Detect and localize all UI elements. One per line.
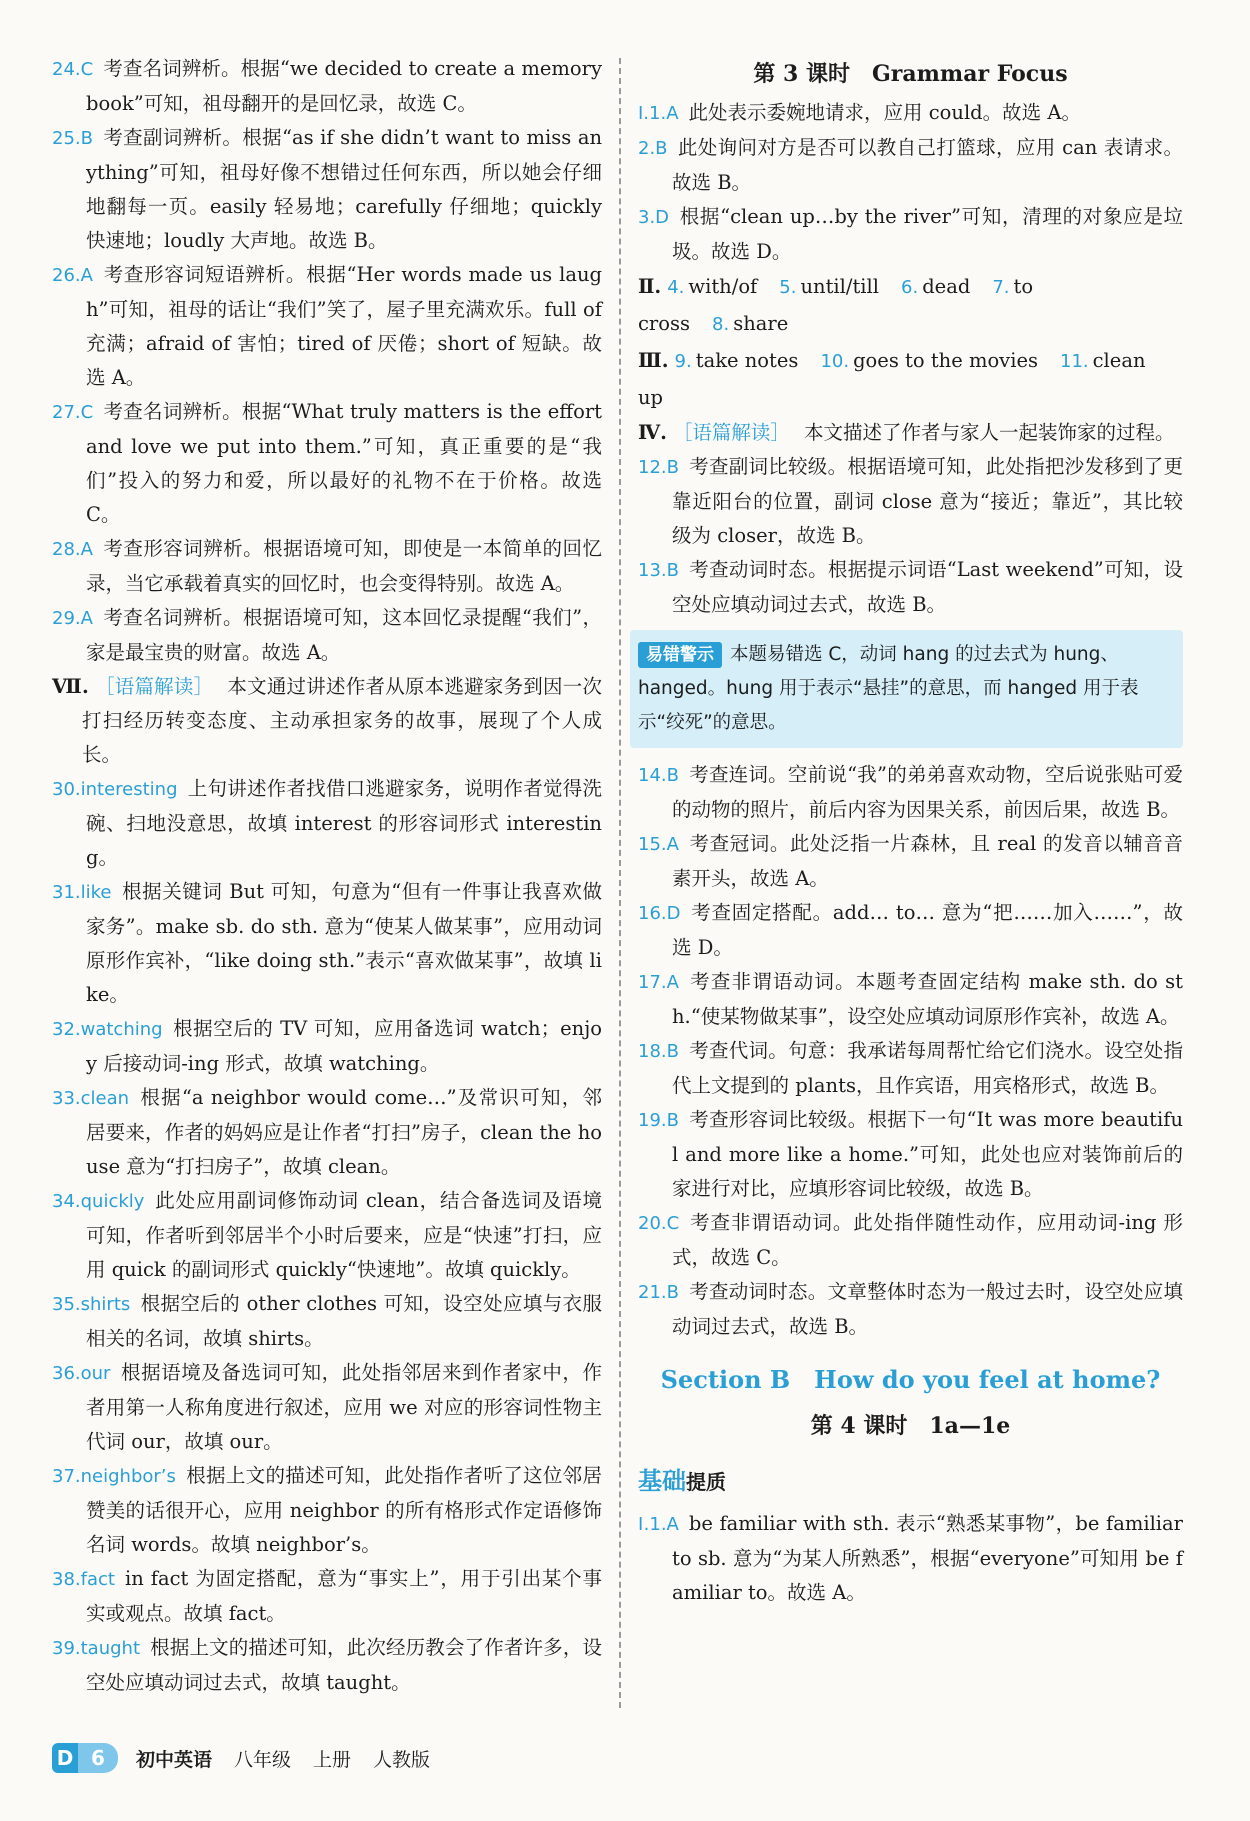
answer-explanation: 考查动词时态。文章整体时态为一般过去时，设空处应填动词过去式，故选 B。: [672, 1280, 1183, 1338]
answer-explanation: 考查副词辨析。根据“as if she didn’t want to miss anything”可知，祖母好像不想错过任何东西，所以她会仔细地翻每一页。easily 轻易地；carefully 仔细地；quickly 快速地；loudly 大声地。故选 B。: [86, 126, 602, 252]
answer-item: [638, 1507, 1183, 1610]
answer-explanation: 考查动词时态。根据提示词语“Last weekend”可知，设空处应填动词过去式，故选 B。: [672, 558, 1183, 616]
answer-explanation: 根据上文的描述可知，此处指作者听了这位邻居赞美的话很开心，应用 neighbor 的所有格形式作定语修饰名词 words。故填 neighbor’s。: [86, 1464, 602, 1556]
answer-item: [638, 1103, 1183, 1206]
footer-subject: 初中英语: [136, 1748, 213, 1771]
answer-word: clean up: [638, 349, 1146, 409]
answer-number: 7.: [992, 277, 1010, 298]
answer-number: 21.B: [638, 1282, 679, 1303]
answer-item: [638, 96, 1183, 131]
heading-main: 基础: [638, 1466, 686, 1495]
answer-item: [52, 532, 602, 601]
answer-explanation: 此处表示委婉地请求，应用 could。故选 A。: [688, 101, 1081, 124]
answer-item: [638, 200, 1183, 269]
answer-item: [638, 1034, 1183, 1103]
answer-explanation: 考查名词辨析。根据“we decided to create a memory book”可知，祖母翻开的是回忆录，故选 C。: [86, 57, 602, 115]
answer-number: 17.A: [638, 972, 679, 993]
answer-explanation: 考查冠词。此处泛指一片森林，且 real 的发音以辅音音素开头，故选 A。: [672, 832, 1183, 890]
answer-explanation: 此处询问对方是否可以教自己打篮球，应用 can 表请求。故选 B。: [672, 136, 1183, 194]
warning-text: 本题易错选 C，动词 hang 的过去式为 hung、hanged。hung 用于表示“悬挂”的意思，而 hanged 用于表示“绞死”的意思。: [638, 644, 1139, 733]
section-b-title: Section B How do you feel at home?: [660, 1365, 1161, 1394]
answer-word: goes to the movies: [853, 349, 1038, 372]
footer-edition: 人教版: [373, 1748, 431, 1771]
answer-explanation: 考查非谓语动词。此处指伴随性动作，应用动词-ing 形式，故选 C。: [672, 1211, 1183, 1269]
answer-item: [52, 670, 602, 772]
answer-explanation: 根据“a neighbor would come…”及常识可知，邻居要来，作者的妈妈应是让作者“打扫”房子，clean the house 意为“打扫房子”，故填 clean。: [86, 1086, 602, 1178]
answer-item: [52, 1356, 602, 1459]
answer-item: [638, 1206, 1183, 1275]
answer-item: [52, 1184, 602, 1287]
section-number: Ⅱ.: [638, 275, 662, 298]
footer-volume: 上册: [313, 1748, 352, 1771]
answer-explanation: 根据语境及备选词可知，此处指邻居来到作者家中，作者用第一人称角度进行叙述，应用 we 对应的形容词性物主代词 our，故填 our。: [86, 1361, 602, 1453]
answer-explanation: 考查连词。空前说“我”的弟弟喜欢动物，空后说张贴可爱的动物的照片，前后内容为因果关系，前因后果，故选 B。: [672, 763, 1183, 821]
answer-explanation: 考查副词比较级。根据语境可知，此处指把沙发移到了更靠近阳台的位置，副词 close 意为“接近；靠近”，其比较级为 closer，故选 B。: [672, 455, 1183, 547]
answer-explanation: in fact 为固定搭配，意为“事实上”，用于引出某个事实或观点。故填 fact。: [86, 1567, 602, 1625]
answer-word: to cross: [638, 275, 1034, 335]
answer-item: [638, 450, 1183, 553]
answer-item: [52, 1081, 602, 1184]
answer-number: 9.: [674, 351, 692, 372]
answer-item: [638, 131, 1183, 200]
answer-item: [638, 1275, 1183, 1344]
answer-number: 32.watching: [52, 1019, 163, 1040]
footer-badge: D: [52, 1743, 78, 1773]
answer-number: 5.: [779, 277, 797, 298]
answer-number: 15.A: [638, 834, 679, 855]
answer-number: 36.our: [52, 1363, 111, 1384]
answer-number: 6.: [901, 277, 919, 298]
answer-row-3: [638, 343, 1183, 416]
passage-tag: ［语篇解读］: [94, 675, 214, 698]
answer-item: [52, 258, 602, 395]
answer-number: 2.B: [638, 138, 668, 159]
answer-number: 33.clean: [52, 1088, 130, 1109]
answer-explanation: 考查名词辨析。根据“What truly matters is the effort and love we put into them.”可知，真正重要的是“我们”投入的努力和爱，所以最好的礼物不在于价格。故选 C。: [86, 400, 602, 526]
section-number: Ⅳ.: [638, 421, 667, 444]
heading-sub: 提质: [686, 1470, 726, 1494]
lesson4-title: 第 4 课时 1a—1e: [810, 1413, 1011, 1439]
footer-grade: 八年级: [234, 1748, 292, 1771]
answer-item: [52, 601, 602, 670]
section-number: Ⅶ.: [52, 675, 89, 698]
answer-number: Ⅰ.1.A: [638, 1514, 679, 1535]
basic-improvement-heading: [638, 1456, 1183, 1507]
warning-badge: 易错警示: [638, 642, 722, 668]
answer-number: 16.D: [638, 903, 681, 924]
answer-explanation: 考查形容词辨析。根据语境可知，即使是一本简单的回忆录，当它承载着真实的回忆时，也会变得特别。故选 A。: [86, 537, 602, 595]
answer-item: [638, 758, 1183, 827]
answer-explanation: 考查名词辨析。根据语境可知，这本回忆录提醒“我们”，家是最宝贵的财富。故选 A。: [86, 606, 602, 664]
answer-number: 18.B: [638, 1041, 679, 1062]
answer-item: [52, 1012, 602, 1081]
answer-number: 35.shirts: [52, 1294, 131, 1315]
answer-item: [52, 1287, 602, 1356]
passage-summary-4: [638, 416, 1183, 450]
answer-number: 19.B: [638, 1110, 679, 1131]
answer-explanation: 根据上文的描述可知，此次经历教会了作者许多，设空处应填动词过去式，故填 taught。: [86, 1636, 602, 1694]
passage-summary-text: 本文描述了作者与家人一起装饰家的过程。: [803, 421, 1175, 444]
answer-explanation: 根据空后的 TV 可知，应用备选词 watch；enjoy 后接动词-ing 形式，故填 watching。: [86, 1017, 602, 1075]
answer-explanation: 考查固定搭配。add… to… 意为“把……加入……”，故选 D。: [672, 901, 1183, 959]
answer-explanation: 考查形容词短语辨析。根据“Her words made us laugh”可知，祖母的话让“我们”笑了，屋子里充满欢乐。full of 充满；afraid of 害怕；tired of 厌倦；short of 短缺。故选 A。: [86, 263, 602, 389]
answer-explanation: 考查代词。句意：我承诺每周帮忙给它们浇水。设空处指代上文提到的 plants，且作宾语，用宾格形式，故选 B。: [672, 1039, 1183, 1097]
error-warning-box: [630, 630, 1183, 748]
answer-number: 12.B: [638, 457, 679, 478]
answer-explanation: 根据“clean up…by the river”可知，清理的对象应是垃圾。故选 D。: [672, 205, 1183, 263]
column-divider: [619, 58, 621, 1708]
answer-number: 26.A: [52, 265, 93, 286]
answer-number: 13.B: [638, 560, 679, 581]
answer-item: [52, 395, 602, 532]
answer-number: 14.B: [638, 765, 679, 786]
left-column: [52, 52, 602, 1700]
answer-item: [638, 553, 1183, 622]
right-column: [638, 52, 1183, 1610]
answer-number: 28.A: [52, 539, 93, 560]
answer-number: 10.: [820, 351, 850, 372]
answer-item: [52, 121, 602, 258]
answer-word: dead: [922, 275, 971, 298]
section-number: Ⅲ.: [638, 349, 669, 372]
answer-item: [52, 875, 602, 1012]
answer-item: [52, 772, 602, 875]
lesson3-title: 第 3 课时 Grammar Focus: [753, 61, 1068, 87]
answer-explanation: 本文通过讲述作者从原本逃避家务到因一次打扫经历转变态度、主动承担家务的故事，展现了个人成长。: [82, 675, 602, 766]
answer-explanation: be familiar with sth. 表示“熟悉某事物”，be familiar to sb. 意为“为某人所熟悉”，根据“everyone”可知用 be familiar to。故选 A。: [672, 1512, 1183, 1604]
answer-number: 24.C: [52, 59, 94, 80]
answer-item: [638, 896, 1183, 965]
answer-item: [638, 827, 1183, 896]
answer-number: 37.neighbor’s: [52, 1466, 176, 1487]
answer-explanation: 考查非谓语动词。本题考查固定结构 make sth. do sth.“使某物做某事”，设空处应填动词原形作宾补，故选 A。: [672, 970, 1183, 1028]
answer-word: until/till: [800, 275, 880, 298]
answer-number: 3.D: [638, 207, 670, 228]
answer-number: 34.quickly: [52, 1191, 145, 1212]
answer-number: Ⅰ.1.A: [638, 103, 679, 124]
page-number: 6: [78, 1743, 118, 1773]
answer-item: [52, 52, 602, 121]
answer-item: [52, 1562, 602, 1631]
answer-explanation: 根据空后的 other clothes 可知，设空处应填与衣服相关的名词，故填 shirts。: [86, 1292, 602, 1350]
answer-number: 38.fact: [52, 1569, 115, 1590]
answer-number: 31.like: [52, 882, 112, 903]
answer-number: 30.interesting: [52, 779, 178, 800]
answer-row-2: [638, 269, 1183, 343]
answer-explanation: 此处应用副词修饰动词 clean，结合备选词及语境可知，作者听到邻居半个小时后要来，应是“快速”打扫，应用 quick 的副词形式 quickly“快速地”。故填 quickly。: [86, 1189, 602, 1281]
answer-word: take notes: [695, 349, 799, 372]
answer-number: 29.A: [52, 608, 93, 629]
answer-number: 27.C: [52, 402, 94, 423]
answer-explanation: 上句讲述作者找借口逃避家务，说明作者觉得洗碗、扫地没意思，故填 interest 的形容词形式 interesting。: [86, 777, 602, 869]
page-footer: [52, 1738, 452, 1778]
answer-item: [52, 1459, 602, 1562]
passage-tag: ［语篇解读］: [672, 421, 790, 444]
answer-explanation: 考查形容词比较级。根据下一句“It was more beautiful and more like a home.”可知，此处也应对装饰前后的家进行对比，应填形容词比较级，故选 B。: [672, 1108, 1183, 1200]
answer-number: 11.: [1060, 351, 1089, 372]
answer-number: 8.: [712, 314, 730, 335]
answer-word: with/of: [688, 275, 758, 298]
answer-item: [52, 1631, 602, 1700]
answer-word: share: [733, 312, 789, 335]
answer-explanation: 根据关键词 But 可知，句意为“但有一件事让我喜欢做家务”。make sb. do sth. 意为“使某人做某事”，应用动词原形作宾补，“like doing sth.”表示“喜欢做某事”，故填 like。: [86, 880, 602, 1006]
answer-number: 20.C: [638, 1213, 680, 1234]
answer-number: 25.B: [52, 128, 93, 149]
answer-number: 39.taught: [52, 1638, 141, 1659]
answer-item: [638, 965, 1183, 1034]
answer-number: 4.: [667, 277, 685, 298]
